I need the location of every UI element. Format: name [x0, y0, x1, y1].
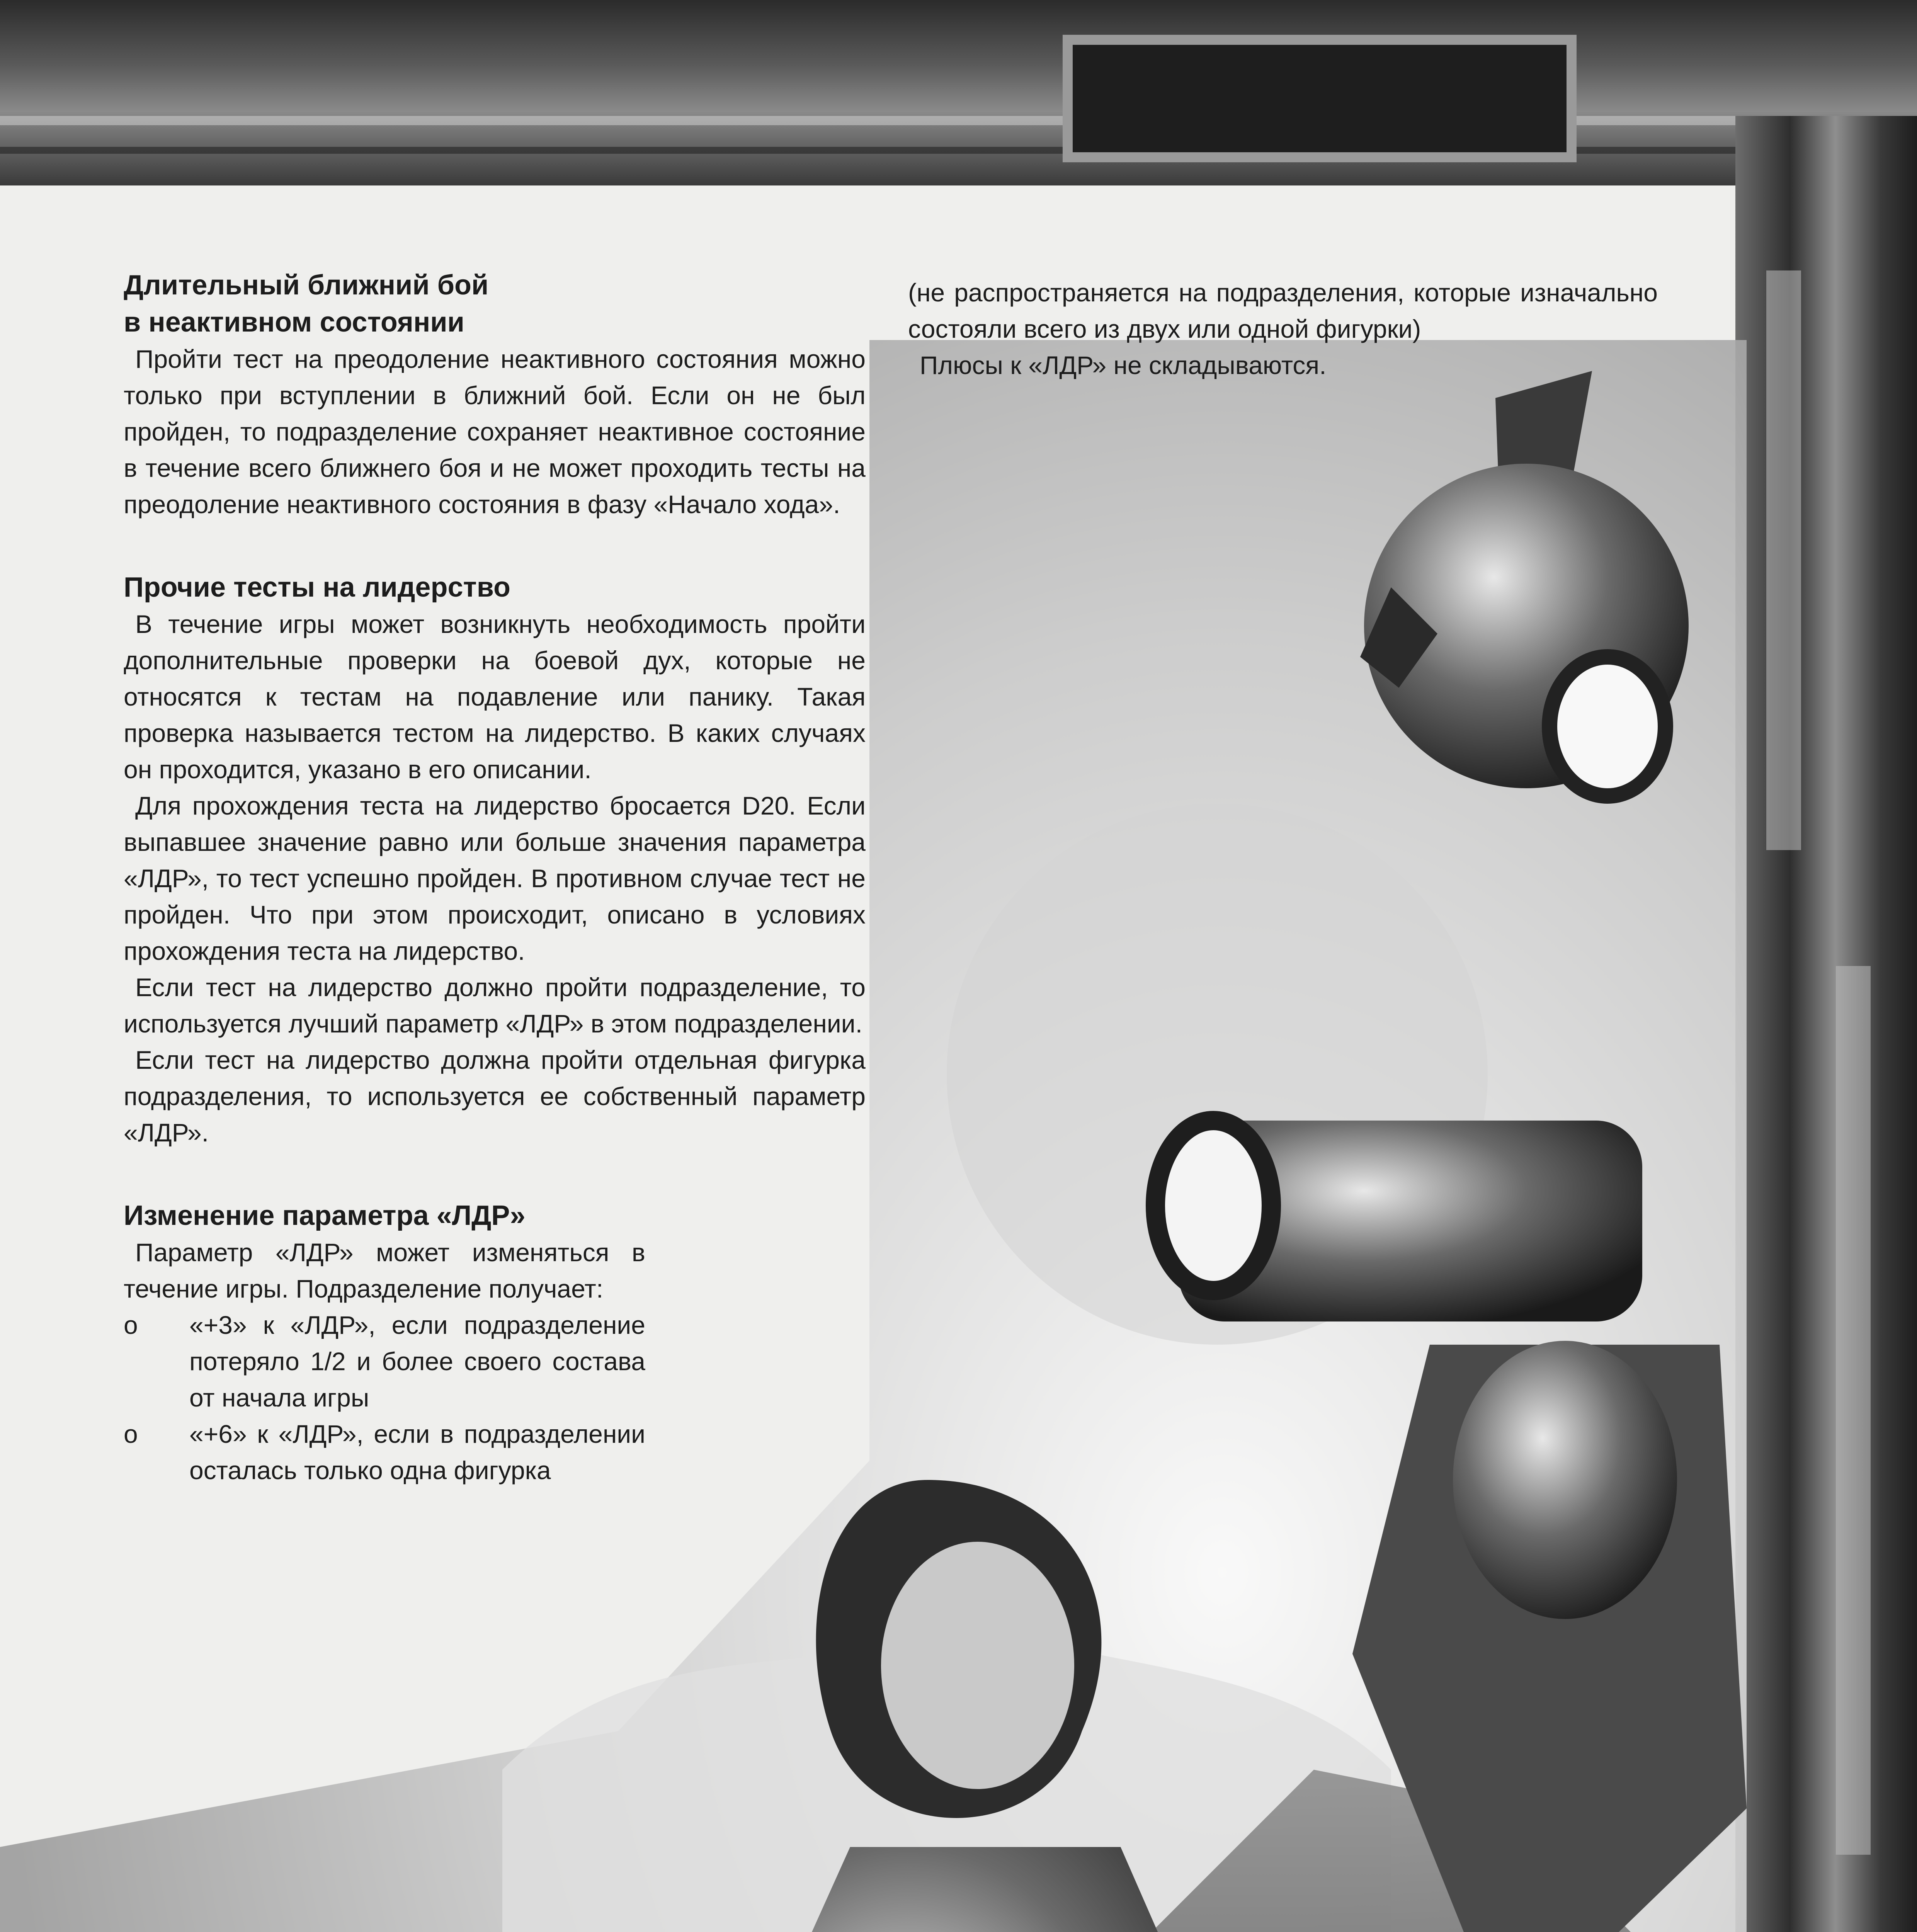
- frame-inset-panel: [1063, 35, 1577, 162]
- paragraph: (не распространяется на подразделения, которые изначально состояли всего из двух или одной фигурки): [908, 278, 1658, 343]
- list-item-text: «+3» к «ЛДР», если подразделение потеряло 1/2 и более своего состава от начала игры: [189, 1311, 645, 1412]
- list-item: [124, 1416, 645, 1488]
- heading-line: в неактивном состоянии: [124, 307, 464, 338]
- frame-groove: [0, 147, 1917, 154]
- paragraph: Параметр «ЛДР» может изменяться в течение игры. Подразделение получает:: [124, 1238, 645, 1303]
- paragraph: Пройти тест на преодоление неактивного состояния можно только при вступлении в ближний бой. Если он не был пройден, то подразделение сохраняет неактивное состояние в течение всего ближнего боя и не может проходить тесты на преодоление неактивного состояния в фазу «Начало хода».: [124, 345, 866, 519]
- paragraph: Если тест на лидерство должно пройти подразделение, то используется лучший параметр «ЛДР» в этом подразделении.: [124, 973, 866, 1038]
- section-heading: [124, 267, 866, 341]
- paragraph: Плюсы к «ЛДР» не складываются.: [920, 351, 1327, 379]
- section-heading: Прочие тесты на лидерство: [124, 572, 511, 603]
- list-item-text: «+6» к «ЛДР», если в подразделении осталась только одна фигурка: [189, 1420, 645, 1485]
- bullet-mark: o: [124, 1311, 138, 1339]
- frame-groove: [0, 116, 1917, 125]
- section-body: [124, 1234, 645, 1488]
- right-frame-decoration: [1735, 116, 1917, 1932]
- paragraph: Если тест на лидерство должна пройти отдельная фигурка подразделения, то используется ее собственный параметр «ЛДР».: [124, 1046, 866, 1147]
- top-frame-decoration: [0, 0, 1917, 185]
- left-text-column: [124, 267, 866, 1488]
- list-item: [124, 1307, 645, 1416]
- frame-pipe: [1836, 966, 1871, 1855]
- paragraph: Для прохождения теста на лидерство бросается D20. Если выпавшее значение равно или больше значения параметра «ЛДР», то тест успешно пройден. В противном случае тест не пройден. Что при этом происходит, описано в условиях прохождения теста на лидерство.: [124, 791, 866, 965]
- bullet-mark: o: [124, 1420, 138, 1448]
- frame-pipe: [1766, 270, 1801, 850]
- heading-line: Длительный ближний бой: [124, 270, 489, 301]
- section-heading: Изменение параметра «ЛДР»: [124, 1200, 526, 1231]
- right-text-column: [908, 274, 1658, 383]
- paragraph: В течение игры может возникнуть необходимость пройти дополнительные проверки на боевой дух, которые не относятся к тестам на подавление или панику. Такая проверка называется тестом на лидерство. В каких случаях он проходится, указано в его описании.: [124, 610, 866, 784]
